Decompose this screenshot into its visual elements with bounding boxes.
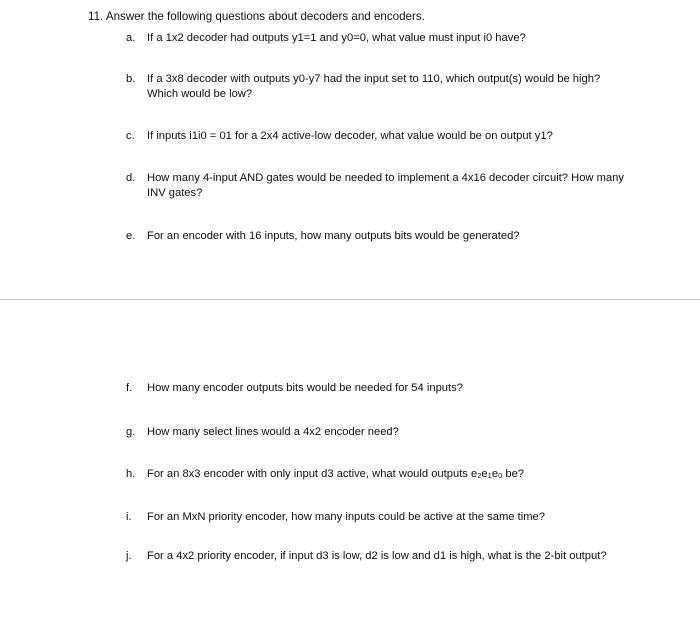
question-letter: g. — [126, 426, 136, 438]
question-h — [126, 467, 626, 484]
question-text — [147, 467, 626, 484]
question-f — [126, 381, 626, 396]
question-letter: h. — [126, 468, 136, 480]
question-letter: j. — [126, 550, 132, 562]
output-var-e1: e1 — [481, 468, 492, 480]
question-g — [126, 425, 626, 440]
question-text-before: For an 8x3 encoder with only input d3 active, what would outputs — [147, 468, 472, 480]
question-text: If a 3x8 decoder with outputs y0-y7 had the input set to 110, which output(s) would be high? Which would be low? — [147, 73, 601, 100]
question-letter: f. — [126, 382, 133, 394]
question-heading: 11. Answer the following questions about decoders and encoders. — [88, 10, 425, 23]
question-e — [126, 229, 626, 244]
question-a — [126, 31, 626, 46]
question-letter: e. — [126, 230, 136, 242]
question-letter: b. — [126, 73, 136, 85]
page-divider — [0, 299, 700, 300]
question-j — [126, 549, 626, 564]
output-var-e0: e0 — [491, 468, 503, 480]
question-d — [126, 171, 626, 200]
question-text: How many encoder outputs bits would be needed for 54 inputs? — [147, 382, 463, 394]
question-text-after: be? — [502, 468, 525, 480]
question-text: If inputs i1i0 = 01 for a 2x4 active-low decoder, what value would be on output y1? — [147, 130, 553, 142]
question-letter: i. — [126, 511, 132, 523]
question-text: For a 4x2 priority encoder, if input d3 is low, d2 is low and d1 is high, what is the 2-bit output? — [147, 550, 607, 562]
question-c — [126, 129, 626, 144]
question-text: For an encoder with 16 inputs, how many outputs bits would be generated? — [147, 230, 520, 242]
question-text: How many select lines would a 4x2 encoder need? — [147, 426, 399, 438]
question-letter: d. — [126, 172, 136, 184]
question-letter: a. — [126, 32, 136, 44]
question-text: For an MxN priority encoder, how many inputs could be active at the same time? — [147, 511, 545, 523]
output-var-e2: e2 — [471, 468, 482, 480]
question-text: How many 4-input AND gates would be needed to implement a 4x16 decoder circuit? How many INV gates? — [147, 172, 624, 199]
question-i — [126, 510, 626, 525]
question-letter: c. — [126, 130, 135, 142]
question-text: If a 1x2 decoder had outputs y1=1 and y0=0, what value must input i0 have? — [147, 32, 526, 44]
question-b — [126, 72, 626, 101]
